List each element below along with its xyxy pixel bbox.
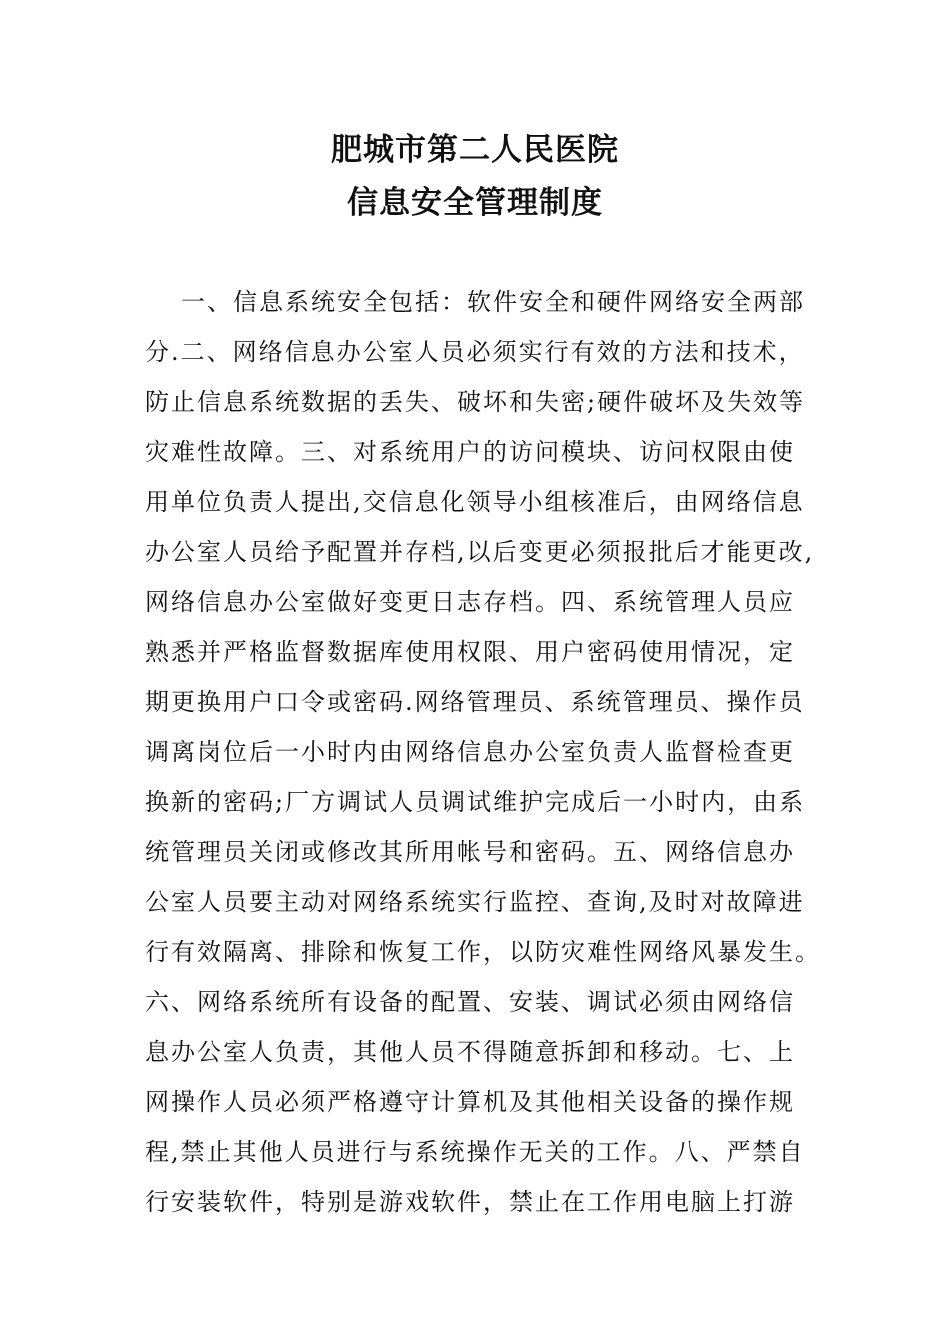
document-title-line2: 信息安全管理制度 — [347, 185, 603, 221]
body-line: 息办公室人负责，其他人员不得随意拆卸和移动。七、上 — [145, 1038, 795, 1066]
body-line: 统管理员关闭或修改其所用帐号和密码。五、网络信息办 — [145, 838, 795, 866]
body-line: 调离岗位后一小时内由网络信息办公室负责人监督检查更 — [145, 738, 795, 766]
body-line: 期更换用户口令或密码.网络管理员、系统管理员、操作员 — [145, 688, 805, 716]
body-line: 一、信息系统安全包括：软件安全和硬件网络安全两部 — [181, 288, 805, 316]
body-line: 网操作人员必须严格遵守计算机及其他相关设备的操作规 — [145, 1088, 795, 1116]
body-line: 六、网络系统所有设备的配置、安装、调试必须由网络信 — [145, 988, 795, 1016]
body-line: 熟悉并严格监督数据库使用权限、用户密码使用情况，定 — [145, 638, 795, 666]
body-line: 分.二、网络信息办公室人员必须实行有效的方法和技术， — [145, 338, 805, 366]
body-line: 办公室人员给予配置并存档,以后变更必须报批后才能更改, — [145, 538, 815, 566]
body-line: 程,禁止其他人员进行与系统操作无关的工作。八、严禁自 — [145, 1138, 805, 1166]
body-line: 行有效隔离、排除和恢复工作，以防灾难性网络风暴发生。 — [145, 938, 821, 966]
body-line: 公室人员要主动对网络系统实行监控、查询,及时对故障进 — [145, 888, 805, 916]
document-body — [145, 277, 821, 1227]
body-line: 灾难性故障。三、对系统用户的访问模块、访问权限由使 — [145, 438, 795, 466]
body-line: 换新的密码;厂方调试人员调试维护完成后一小时内，由系 — [145, 788, 806, 816]
document-title-line1: 肥城市第二人民医院 — [331, 132, 619, 168]
body-line: 网络信息办公室做好变更日志存档。四、系统管理人员应 — [145, 588, 795, 616]
body-line: 行安装软件，特别是游戏软件，禁止在工作用电脑上打游 — [145, 1188, 795, 1216]
body-line: 用单位负责人提出,交信息化领导小组核准后，由网络信息 — [145, 488, 805, 516]
body-line: 防止信息系统数据的丢失、破坏和失密;硬件破坏及失效等 — [145, 388, 806, 416]
